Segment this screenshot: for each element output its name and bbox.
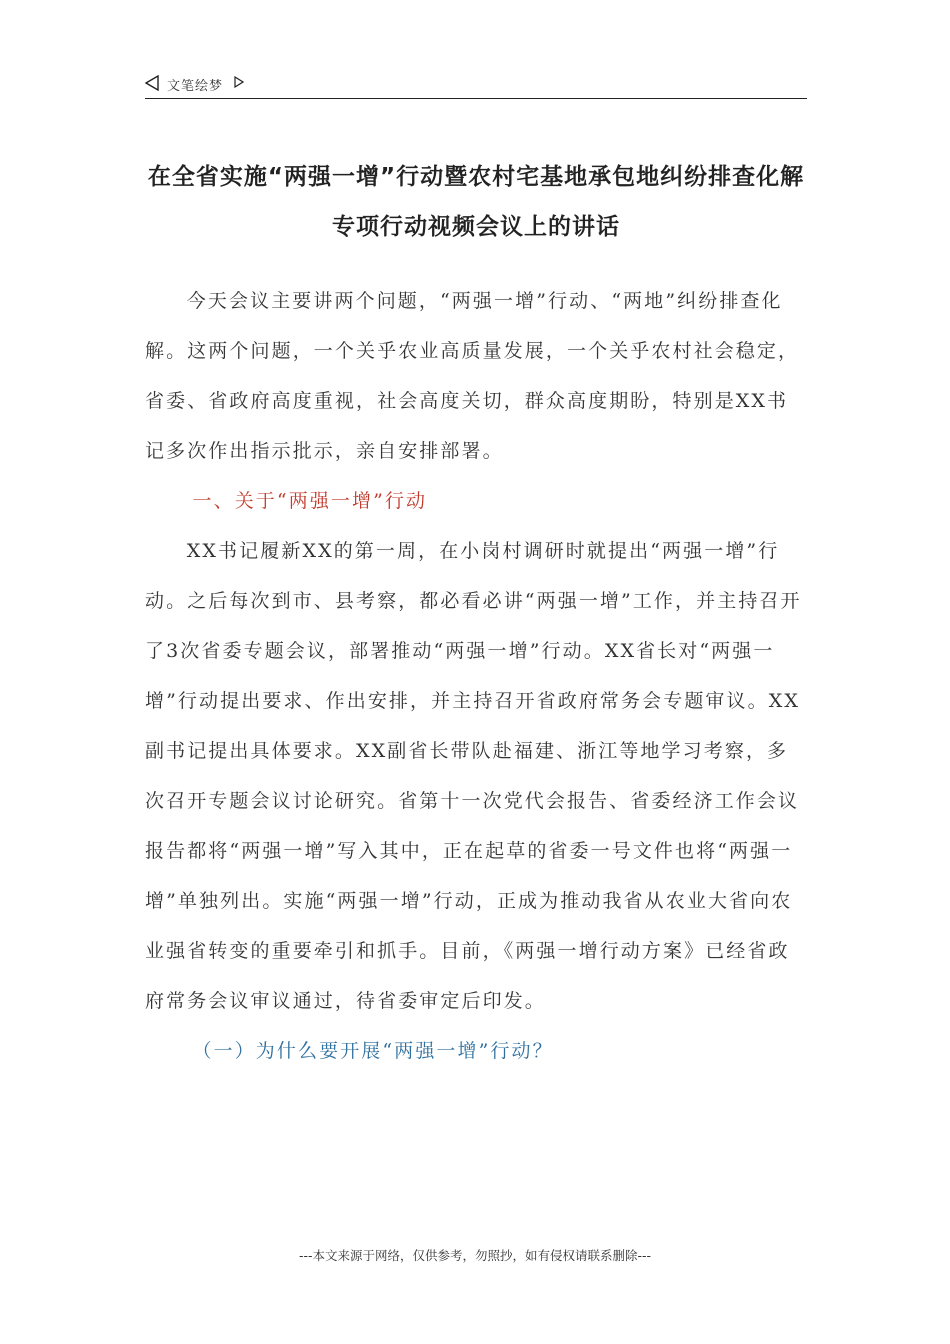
subsection-heading-1: （一）为什么要开展“两强一增”行动？ xyxy=(192,1040,554,1062)
brand-label: 文笔绘梦 xyxy=(167,79,224,94)
triangle-right-icon xyxy=(234,76,244,88)
page-footer: ---本文来源于网络，仅供参考，勿照抄，如有侵权请联系删除--- xyxy=(298,1248,652,1263)
triangle-left-icon xyxy=(145,75,159,91)
section-heading-1: 一、关于“两强一增”行动 xyxy=(192,490,428,512)
document-body xyxy=(145,276,807,1076)
page-header xyxy=(145,72,807,99)
intro-paragraph: 今天会议主要讲两个问题，“两强一增”行动、“两地”纠纷排查化解。这两个问题，一个关乎农业高质量发展，一个关乎农村社会稳定，省委、省政府高度重视，社会高度关切，群众高度期盼，特别是XX书记多次作出指示批示，亲自安排部署。 xyxy=(145,290,800,462)
body-paragraph: XX书记履新XX的第一周，在小岗村调研时就提出“两强一增”行动。之后每次到市、县考察，都必看必讲“两强一增”工作，并主持召开了3次省委专题会议，部署推动“两强一增”行动。XX省长对“两强一增”行动提出要求、作出安排，并主持召开省政府常务会专题审议。XX副书记提出具体要求。XX副省长带队赴福建、浙江等地学习考察，多次召开专题会议讨论研究。省第十一次党代会报告、省委经济工作会议报告都将“两强一增”写入其中，正在起草的省委一号文件也将“两强一增”单独列出。实施“两强一增”行动，正成为推动我省从农业大省向农业强省转变的重要牵引和抓手。目前，《两强一增行动方案》已经省政府常务会议审议通过，待省委审定后印发。 xyxy=(145,540,802,1012)
document-title: 在全省实施“两强一增”行动暨农村宅基地承包地纠纷排查化解专项行动视频会议上的讲话 xyxy=(147,164,805,240)
